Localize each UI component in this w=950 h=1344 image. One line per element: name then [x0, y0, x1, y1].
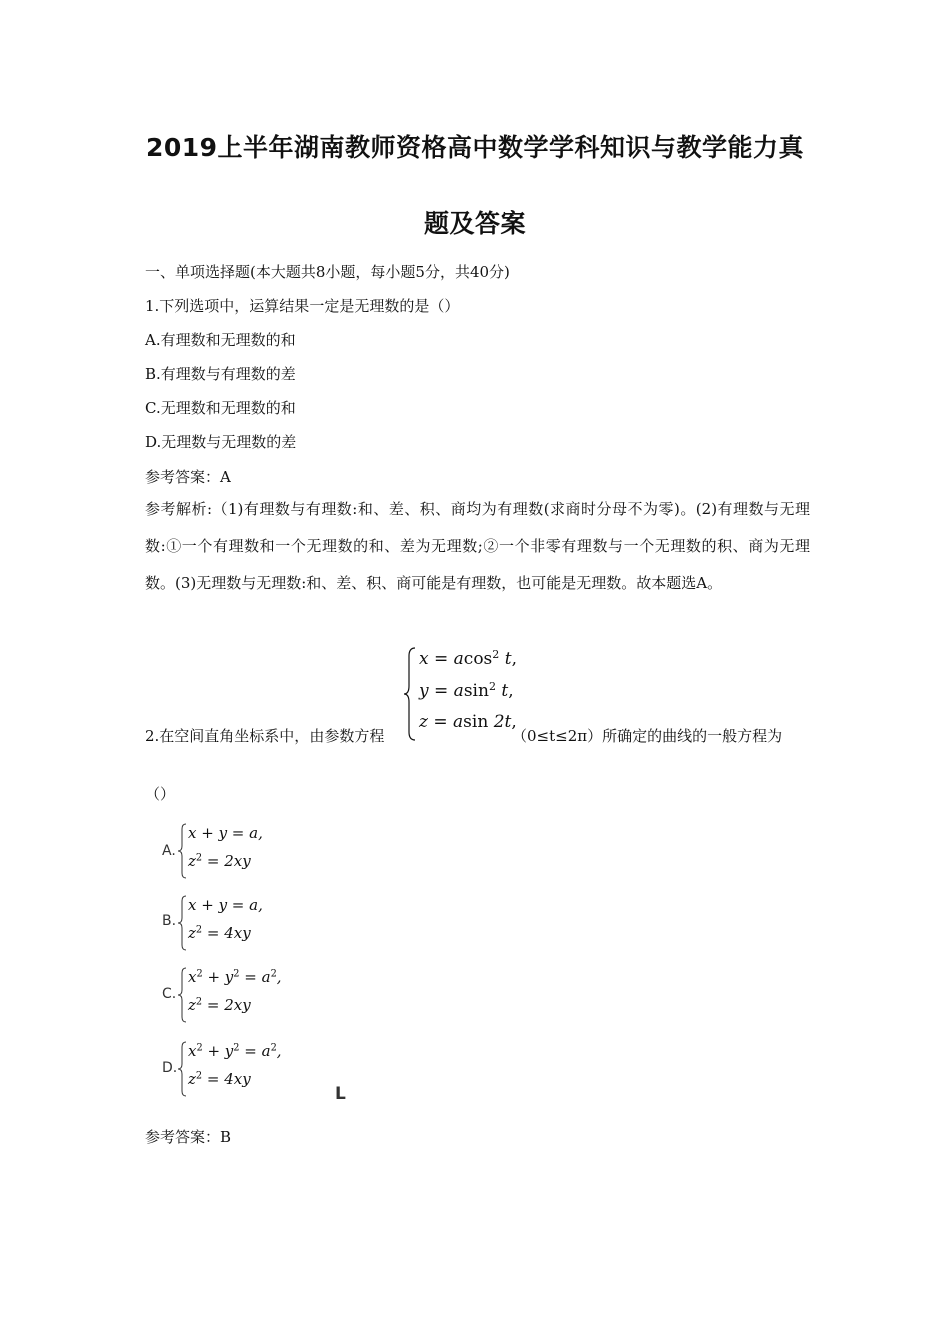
left-brace-icon [403, 646, 417, 742]
q2-option-b-label: B. [162, 913, 177, 929]
q2-option-d-system [177, 1040, 317, 1098]
param-eq-y: y = asin$^2$ t, [419, 680, 514, 702]
q1-option-b: B.有理数与有理数的差 [145, 365, 296, 383]
q2-option-d-label: D. [162, 1060, 178, 1076]
q1-option-c: C.无理数和无理数的和 [145, 399, 296, 417]
q2-paren: （） [145, 785, 176, 803]
document-title-line-1: 2019上半年湖南教师资格高中数学学科知识与教学能力真 [145, 133, 805, 162]
param-eq-x: x = acos$^2$ t, [419, 648, 517, 670]
left-brace-icon [177, 822, 187, 880]
q1-stem: 1.下列选项中，运算结果一定是无理数的是（） [145, 297, 460, 315]
q1-option-d: D.无理数与无理数的差 [145, 433, 297, 451]
stray-mark: L [335, 1084, 346, 1104]
q2-option-a-eq1: x + y = a, [188, 824, 263, 842]
left-brace-icon [177, 1040, 187, 1098]
q2-stem-before: 2.在空间直角坐标系中，由参数方程 [145, 727, 385, 745]
q2-option-b-eq1: x + y = a, [188, 896, 263, 914]
left-brace-icon [177, 966, 187, 1024]
q1-option-a: A.有理数和无理数的和 [145, 331, 296, 349]
document-title-line-2: 题及答案 [423, 209, 526, 238]
q2-option-b-system [177, 894, 297, 952]
section-heading: 一、单项选择题(本大题共8小题，每小题5分，共40分) [145, 263, 510, 281]
param-eq-z: z = asin 2t, [419, 712, 517, 732]
q2-option-a-system [177, 822, 297, 880]
q2-stem-after: （0≤t≤2π）所确定的曲线的一般方程为 [512, 727, 783, 745]
q2-option-d-eq2: $z^2 = 4xy$ [188, 1070, 251, 1088]
q2-answer: 参考答案：B [145, 1128, 232, 1146]
q2-option-a-label: A. [162, 843, 176, 859]
q2-option-c-eq1: $x^2 + y^2 = a^2$, [188, 968, 282, 986]
q2-option-a-eq2: $z^2 = 2xy$ [188, 852, 251, 870]
q2-option-b-eq2: $z^2 = 4xy$ [188, 924, 251, 942]
q1-analysis: 参考解析:（1)有理数与有理数:和、差、积、商均为有理数(求商时分母不为零)。(2)有理数与无理数:①一个有理数和一个无理数的和、差为无理数;②一个非零有理数与一个无理数的积、商为无理数。(3)无理数与无理数:和、差、积、商可能是有理数，也可能是无理数。故本题选A。 [145, 500, 810, 592]
q2-option-c-label: C. [162, 986, 177, 1002]
q1-answer: 参考答案：A [145, 468, 231, 486]
q2-option-d-eq1: $x^2 + y^2 = a^2$, [188, 1042, 282, 1060]
left-brace-icon [177, 894, 187, 952]
q2-option-c-eq2: $z^2 = 2xy$ [188, 996, 251, 1014]
q2-option-c-system [177, 966, 317, 1024]
